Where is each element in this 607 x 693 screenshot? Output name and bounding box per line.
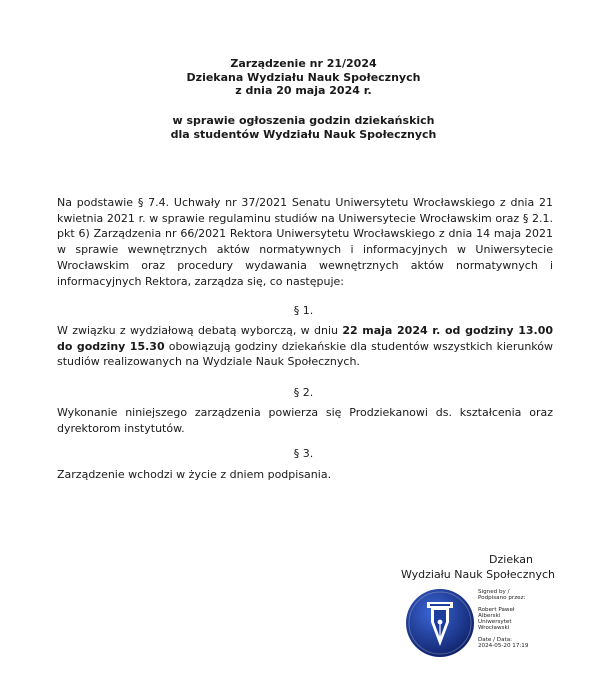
signature-unit: Wydziału Nauk Społecznych [400, 568, 555, 581]
section-2-text: Wykonanie niniejszego zarządzenia powierza się Prodziekanowi ds. kształcenia oraz dyrektorom instytutów. [57, 406, 553, 435]
section-2-mark: § 2. [293, 386, 314, 399]
preamble-paragraph: Na podstawie § 7.4. Uchwały nr 37/2021 Senatu Uniwersytetu Wrocławskiego z dnia 21 kwietnia 2021 r. w sprawie regulaminu studiów na Uniwersytecie Wrocławskim oraz § 2.1. pkt 6) Zarządzenia nr 66/2021 Rektora Uniwersytetu Wrocławskiego z dnia 14 maja 2021 w sprawie wewnętrznych aktów normatywnych i informacyjnych w Uniwersytecie Wrocławskim oraz procedury wydawania wewnętrznych aktów normatywnych i informacyjnych Rektora, zarządza się, co następuje: [57, 196, 553, 288]
order-title: Zarządzenie nr 21/2024 [230, 57, 377, 70]
order-subject [0, 114, 607, 141]
subject-line-2: dla studentów Wydziału Nauk Społecznych [170, 127, 437, 141]
electronic-signature-info [478, 589, 568, 649]
subject-line-1: w sprawie ogłoszenia godzin dziekańskich [172, 114, 435, 127]
section-1-text-a: W związku z wydziałową debatą wyborczą, w dniu [57, 324, 343, 337]
signature-title: Dziekan [489, 553, 533, 566]
section-1-text [57, 323, 553, 370]
esig-date-label: Date / Data: [478, 636, 513, 643]
esig-signed-by-label-1: Signed by / [478, 589, 510, 595]
section-3-text: Zarządzenie wchodzi w życie z dniem podpisania. [57, 468, 332, 481]
esig-date-value: 2024-05-20 17:19 [478, 643, 529, 650]
order-issuer: Dziekana Wydziału Nauk Społecznych [186, 70, 421, 84]
esig-name-1: Robert Paweł [478, 606, 515, 613]
signature-block [380, 552, 555, 582]
esig-org-1: Uniwersytet [478, 619, 512, 626]
section-1-bold: 22 maja 2024 r. od godziny 13.00 do godziny 15.30 [57, 324, 553, 353]
esig-org-2: Wrocławski [478, 625, 510, 632]
order-date: z dnia 20 maja 2024 r. [235, 84, 372, 97]
esig-name-2: Alberski [478, 612, 501, 619]
pen-nib-seal-icon [405, 588, 475, 658]
esig-signed-by-label-2: Podpisano przez: [478, 595, 526, 602]
section-1-text-b: obowiązują godziny dziekańskie dla studentów wszystkich kierunków studiów realizowanych na Wydziale Nauk Społecznych. [57, 339, 553, 368]
section-3-mark: § 3. [293, 447, 314, 460]
document-header [0, 57, 607, 98]
section-1-mark: § 1. [293, 304, 314, 317]
